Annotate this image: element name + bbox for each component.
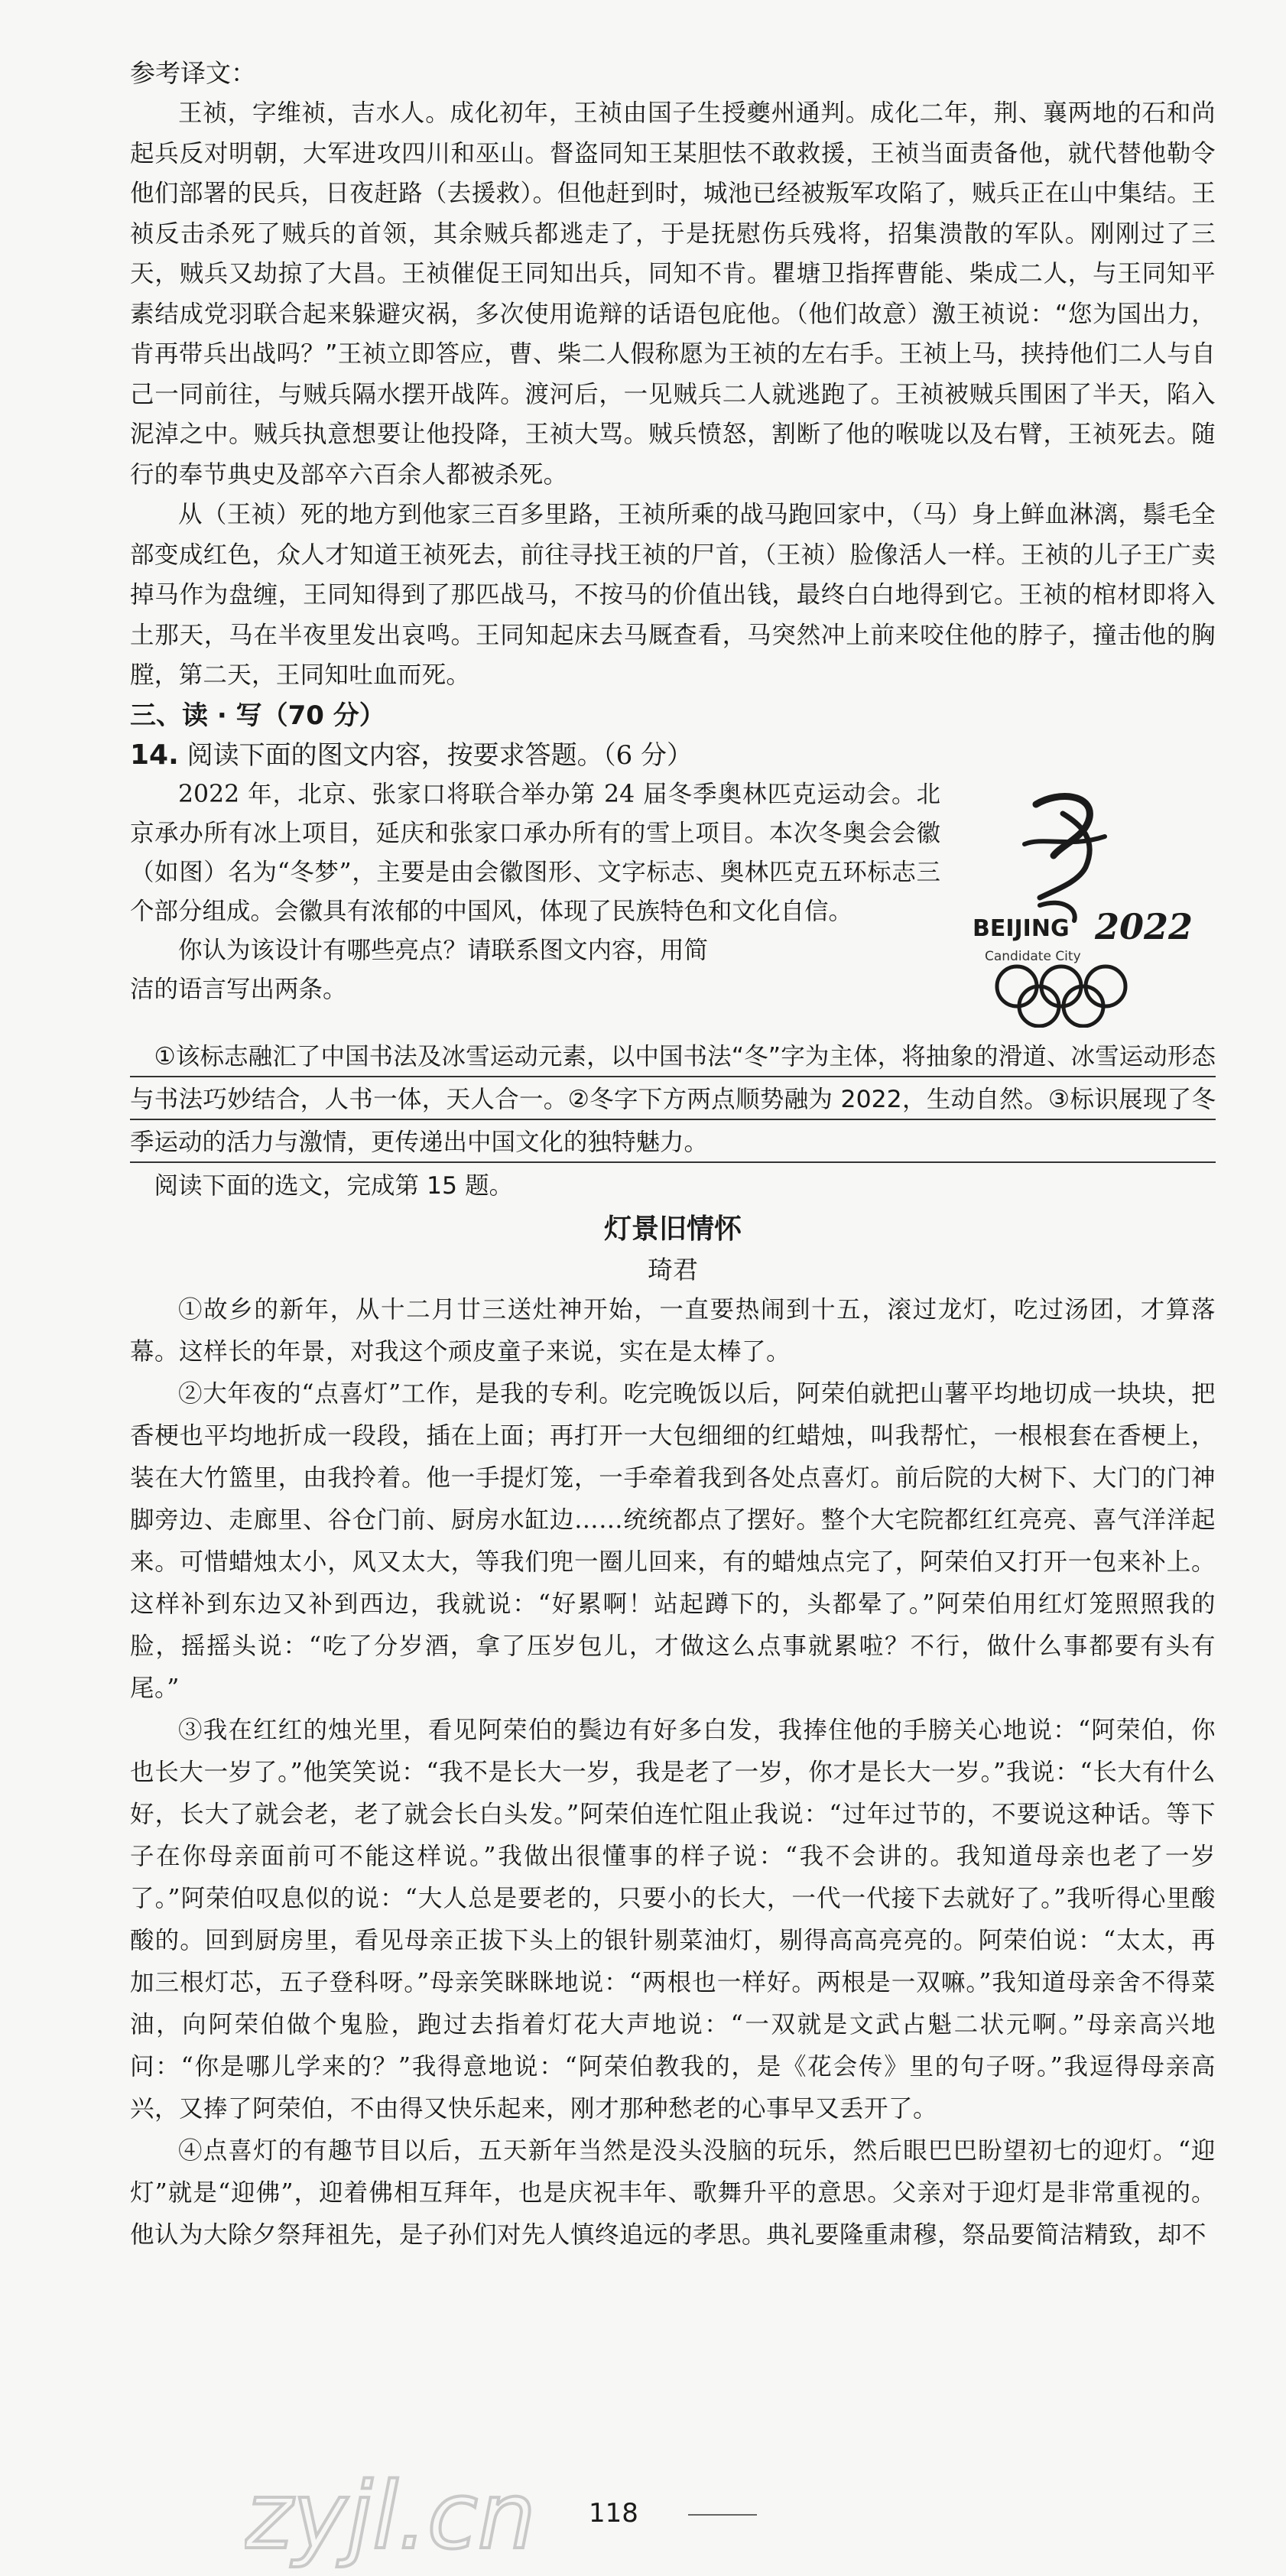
page-content [130, 54, 1216, 2256]
question-14-body [130, 775, 1216, 1032]
article-paragraph: ④点喜灯的有趣节目以后，五天新年当然是没头没脑的玩乐，然后眼巴巴盼望初七的迎灯。“迎灯”就是“迎佛”，迎着佛相互拜年，也是庆祝丰年、歌舞升平的意思。父亲对于迎灯是非常重视的。他认为大除夕祭拜祖先，是子孙们对先人慎终追远的孝思。典礼要隆重肃穆，祭品要简洁精致，却不 [130, 2136, 1216, 2249]
emblem-subtitle: Candidate City [985, 948, 1081, 964]
article-title: 灯景旧情怀 [603, 1213, 742, 1245]
page-number-rule [688, 2514, 757, 2516]
question-14-prompt-cont: 洁的语言写出两条。 [130, 975, 347, 1003]
winter-olympics-emblem [963, 783, 1216, 1028]
question-number: 14. [130, 739, 179, 771]
page-footer [0, 2464, 1286, 2571]
article-author: 琦君 [648, 1254, 698, 1285]
question-15-intro: 阅读下面的选文，完成第 15 题。 [154, 1171, 514, 1200]
question-14-prompt: 你认为该设计有哪些亮点？请联系图文内容，用简 [178, 936, 709, 964]
article-paragraph: ①故乡的新年，从十二月廿三送灶神开始，一直要热闹到十五，滚过龙灯，吃过汤团，才算落幕。这样长的年景，对我这个顽皮童子来说，实在是太棒了。 [130, 1295, 1216, 1366]
question-14-material: 2022 年，北京、张家口将联合举办第 24 届冬季奥林匹克运动会。北京承办所有冰上项目，延庆和张家口承办所有的雪上项目。本次冬奥会会徽（如图）名为“冬梦”，主要是由会徽图形、文字标志、奥林匹克五环标志三个部分组成。会徽具有浓郁的中国风，体现了民族特色和文化自信。 [130, 780, 940, 925]
question-stem-text: 阅读下面的图文内容，按要求答题。（6 分） [187, 739, 693, 771]
question-14-stem [130, 736, 1216, 775]
translation-paragraph: 从（王祯）死的地方到他家三百多里路，王祯所乘的战马跑回家中，（马）身上鲜血淋漓，鬃毛全部变成红色，众人才知道王祯死去，前往寻找王祯的尸首，（王祯）脸像活人一样。王祯的儿子王广卖掉马作为盘缠，王同知得到了那匹战马，不按马的价值出钱，最终白白地得到它。王祯的棺材即将入土那天，马在半夜里发出哀鸣。王同知起床去马厩查看，马突然冲上前来咬住他的脖子，撞击他的胸膛，第二天，王同知吐血而死。 [130, 501, 1216, 689]
article-paragraph: ③我在红红的烛光里，看见阿荣伯的鬓边有好多白发，我捧住他的手膀关心地说：“阿荣伯，你也长大一岁了。”他笑笑说：“我不是长大一岁，我是老了一岁，你才是长大一岁。”我说：“长大有什么好，长大了就会老，老了就会长白头发。”阿荣伯连忙阻止我说：“过年过节的，不要说这种话。等下子在你母亲面前可不能这样说。”我做出很懂事的样子说：“我不会讲的。我知道母亲也老了一岁了。”阿荣伯叹息似的说：“大人总是要老的，只要小的长大，一代一代接下去就好了。”我听得心里酸酸的。回到厨房里，看见母亲正拔下头上的银针剔菜油灯，剔得高高亮亮的。阿荣伯说：“太太，再加三根灯芯，五子登科呀。”母亲笑眯眯地说：“两根也一样好。两根是一双嘛。”我知道母亲舍不得菜油，向阿荣伯做个鬼脸，跑过去指着灯花大声地说：“一双就是文武占魁二状元啊。”母亲高兴地问：“你是哪儿学来的？”我得意地说：“阿荣伯教我的，是《花会传》里的句子呀。”我逗得母亲高兴，又捧了阿荣伯，不由得又快乐起来，刚才那种愁老的心事早又丢开了。 [130, 1716, 1216, 2123]
dong-calligraphy-icon [1025, 796, 1105, 920]
emblem-word-beijing: BEIJING [973, 914, 1070, 942]
section-title: 三、读 · 写（70 分） [130, 700, 385, 731]
translation-paragraph: 王祯，字维祯，吉水人。成化初年，王祯由国子生授夔州通判。成化二年，荆、襄两地的石和尚起兵反对明朝，大军进攻四川和巫山。督盗同知王某胆怯不敢救援，王祯当面责备他，就代替他勒令他们部署的民兵，日夜赶路（去援救）。但他赶到时，城池已经被叛军攻陷了，贼兵正在山中集结。王祯反击杀死了贼兵的首领，其余贼兵都逃走了，于是抚慰伤兵残将，招集溃散的军队。刚刚过了三天，贼兵又劫掠了大昌。王祯催促王同知出兵，同知不肯。瞿塘卫指挥曹能、柴成二人，与王同知平素结成党羽联合起来躲避灾祸，多次使用诡辩的话语包庇他。（他们故意）激王祯说：“您为国出力，肯再带兵出战吗？”王祯立即答应，曹、柴二人假称愿为王祯的左右手。王祯上马，挟持他们二人与自己一同前往，与贼兵隔水摆开战阵。渡河后，一见贼兵二人就逃跑了。王祯被贼兵围困了半天，陷入泥淖之中。贼兵执意想要让他投降，王祯大骂。贼兵愤怒，割断了他的喉咙以及右臂，王祯死去。随行的奉节典史及部卒六百余人都被杀死。 [130, 99, 1216, 489]
emblem-word-year: 2022 [1095, 905, 1193, 947]
page-number: 118 [589, 2498, 638, 2529]
question-14-answer: ①该标志融汇了中国书法及冰雪运动元素，以中国书法“冬”字为主体，将抽象的滑道、冰雪运动形态与书法巧妙结合，人书一体，天人合一。②冬字下方两点顺势融为 2022，生动自然。③标识展现了冬季运动的活力与激情，更传递出中国文化的独特魅力。 [130, 1035, 1216, 1165]
article-paragraph: ②大年夜的“点喜灯”工作，是我的专利。吃完晚饭以后，阿荣伯就把山薯平均地切成一块块，把香梗也平均地折成一段段，插在上面；再打开一大包细细的红蜡烛，叫我帮忙，一根根套在香梗上，装在大竹篮里，由我拎着。他一手提灯笼，一手牵着我到各处点喜灯。前后院的大树下、大门的门神脚旁边、走廊里、谷仓门前、厨房水缸边……统统都点了摆好。整个大宅院都红红亮亮、喜气洋洋起来。可惜蜡烛太小，风又太大，等我们兜一圈儿回来，有的蜡烛点完了，阿荣伯又打开一包来补上。这样补到东边又补到西边，我就说：“好累啊！站起蹲下的，头都晕了。”阿荣伯用红灯笼照照我的脸，摇摇头说：“吃了分岁酒，拿了压岁包儿，才做这么点事就累啦？不行，做什么事都要有头有尾。” [130, 1379, 1216, 1702]
olympic-rings-icon [997, 966, 1125, 1026]
translation-heading: 参考译文： [130, 58, 256, 88]
watermark-text: zyjl.cn [245, 2464, 536, 2570]
